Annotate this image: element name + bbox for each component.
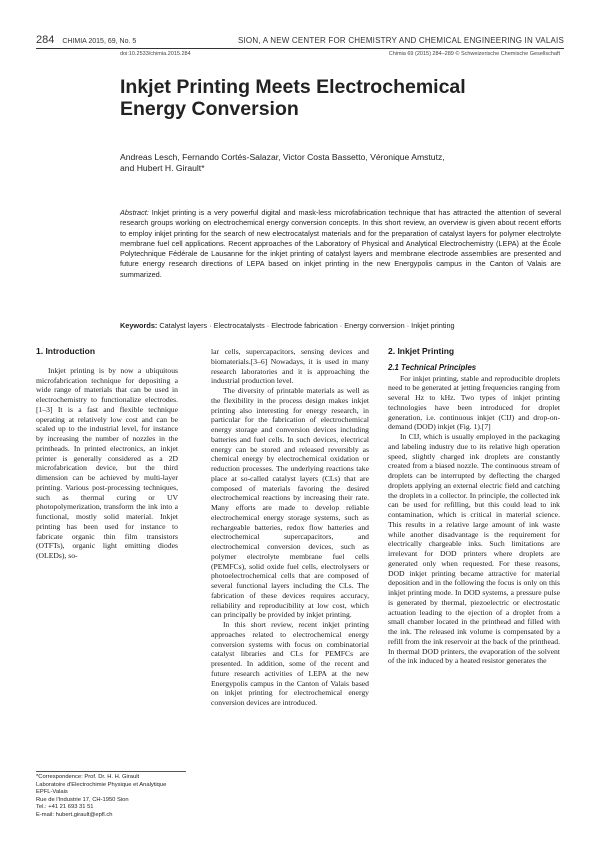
- column-3: [388, 347, 560, 666]
- footnote-line: Tel.: +41 21 693 31 51: [36, 804, 94, 811]
- abstract-text: Inkjet printing is a very powerful digital and mask-less microfabrication technique that has attracted the attention of several research groups working on electrochemical energy conversion concepts. In this short review, an overview is given about recent efforts to employ inkjet printing for the search of new electrocatalyst materials and for the preparation of catalyst layers for polymer electrolyte membrane fuel cell applications. Recent approaches of the Laboratory of Physical and Analytical Electrochemistry (LEPA) at the École Polytechnique Fédérale de Lausanne for the inkjet printing of catalyst layers and membrane electrode assemblies are presented and future energy research directions of LEPA based on inkjet printing in the new Energypolis campus in the Canton of Valais are summarized.: [120, 208, 561, 279]
- footnote-line: *Correspondence: Prof. Dr. H. H. Girault: [36, 774, 140, 780]
- section-heading-inkjet-printing: 2. Inkjet Printing: [388, 346, 455, 356]
- footnote-line: EPFL-Valais: [36, 789, 68, 796]
- running-head: [36, 34, 564, 48]
- article-title: Inkjet Printing Meets Electrochemical Energy Conversion: [120, 76, 466, 120]
- author-list: Andreas Lesch, Fernando Cortés-Salazar, Victor Costa Bassetto, Véronique Amstutz, and Hubert H. Girault*: [120, 152, 445, 173]
- paragraph: In CIJ, which is usually employed in the packaging and labeling industry due to its relative high operation speed, slightly charged ink droplets are constantly created from a biased nozzle. The continuous stream of droplets can be interrupted by deflecting the charged droplets applying an external electric field and catching the droplets in a collector. In principle, the collected ink can be used for refilling, but this could lead to ink contamination, which is critical in material science. This results in a relative large amount of ink waste while another disadvantage is the requirement for electrically chargeable inks. Such limitations are irrelevant for DOD printers where droplets are generated only when requested. For these reasons, DOD inkjet printing became attractive for material deposition and in the following the focus is only on this inkjet printing mode. In DOD systems, a pressure pulse is generated by thermal, piezoelectric or electrostatic actuation leading to the ejection of a droplet from a small chamber located in the printhead and filled with the ink. The released ink volume is compensated by a refill from the ink reservoir at the back of the printhead. In thermal DOD printers, the evaporation of the solvent of the ink induced by a heated resistor generates the: [388, 432, 560, 666]
- page-number: 284: [36, 34, 55, 46]
- paragraph: In this short review, recent inkjet printing approaches related to electrochemical energy conversion systems with focus on combinatorial catalyst libraries and CLs for PEMFCs are presented. In addition, some of the recent and future research activities of LEPA at the new Energypolis campus in the Canton of Valais based on inkjet printing for electrochemical energy conversion devices are introduced.: [211, 620, 369, 707]
- paragraph: The diversity of printable materials as well as the flexibility in the process design makes inkjet printing also interesting for energy research, in particular for the fabrication of electrochemical energy storage and conversion devices including batteries and fuel cells. In such devices, electrical energy can be stored and released reversibly as chemical energy by electrochemical oxidation or reduction processes. The underlying reactions take place at so-called catalyst layers (CLs) that are composed of materials favoring the desired electrochemical reactions by increasing their rate. Many efforts are made to develop reliable electrochemical energy storage systems, such as rechargeable batteries, redox flow batteries and electrochemical supercapacitors, and electrochemical conversion devices, such as polymer electrolyte membrane fuel cells (PEMFCs), solid oxide fuel cells, electrolysers or photoelectrochemical cells that are composed of several functional layers including the CLs. The fabrication of these devices requires accuracy, reliability and reproducibility at low cost, which can principally be provided by inkjet printing.: [211, 386, 369, 620]
- journal-info: CHIMIA 2015, 69, No. 5: [62, 38, 137, 45]
- footnote-line: Laboratoire d'Electrochimie Physique et Analytique: [36, 781, 167, 788]
- paragraph: For inkjet printing, stable and reproducible droplets need to be generated at jetting frequencies ranging from several Hz to kHz. Two types of inkjet printing technologies have been introduced for droplet generation, i.e. continuous inkjet (CIJ) and drop-on-demand (DOD) inkjet (Fig. 1).[7]: [388, 373, 560, 432]
- keywords: [120, 321, 561, 331]
- paragraph: lar cells, supercapacitors, sensing devices and biomaterials.[3–6] Nowadays, it is used in many research laboratories and it is approaching the industrial production level.: [211, 347, 369, 386]
- paragraph: Inkjet printing is by now a ubiquitous microfabrication technique for depositing a wide range of materials that can be used in electrochemistry to functionalize electrodes.[1–3] It is a fast and flexible technique operating at relatively low cost and can be scaled up to the industrial level, for instance by increasing the number of nozzles in the printheads. In printed electronics, an inkjet printer is generally considered as a 2D microfabrication device, but the third dimension can be achieved by multi-layer printing. Various post-processing techniques, such as thermal curing or UV photopolymerization, transform the ink into a functional, mostly solid material. Inkjet printing has been used for instance to fabricate organic thin film transistors (OTFTs), organic light emitting diodes (OLEDs), so-: [36, 365, 178, 560]
- keywords-label: Keywords:: [120, 321, 158, 330]
- header-rule: [36, 48, 564, 49]
- citation: Chimia 69 (2015) 284–289 © Schweizerische Chemische Gesellschaft: [388, 51, 560, 57]
- abstract-label: Abstract:: [120, 208, 149, 217]
- section-heading-introduction: 1. Introduction: [36, 346, 96, 356]
- footnote-line: Rue de l'Industrie 17, CH-1950 Sion: [36, 796, 129, 803]
- running-title: SION, A NEW CENTER FOR CHEMISTRY AND CHEMICAL ENGINEERING IN VALAIS: [237, 36, 564, 45]
- column-1: [36, 347, 178, 561]
- keywords-text: Catalyst layers · Electrocatalysts · Electrode fabrication · Energy conversion · Inkjet printing: [159, 321, 455, 330]
- footnote-rule: [36, 771, 186, 772]
- running-head-left: [36, 34, 136, 46]
- doi: doi:10.2533/chimia.2015.284: [120, 51, 191, 57]
- column-2: [211, 347, 369, 708]
- footnote-line: E-mail: hubert.girault@epfl.ch: [36, 811, 113, 818]
- correspondence-footnote: [36, 774, 196, 820]
- subsection-heading-technical-principles: 2.1 Technical Principles: [388, 362, 477, 372]
- abstract: [120, 208, 561, 280]
